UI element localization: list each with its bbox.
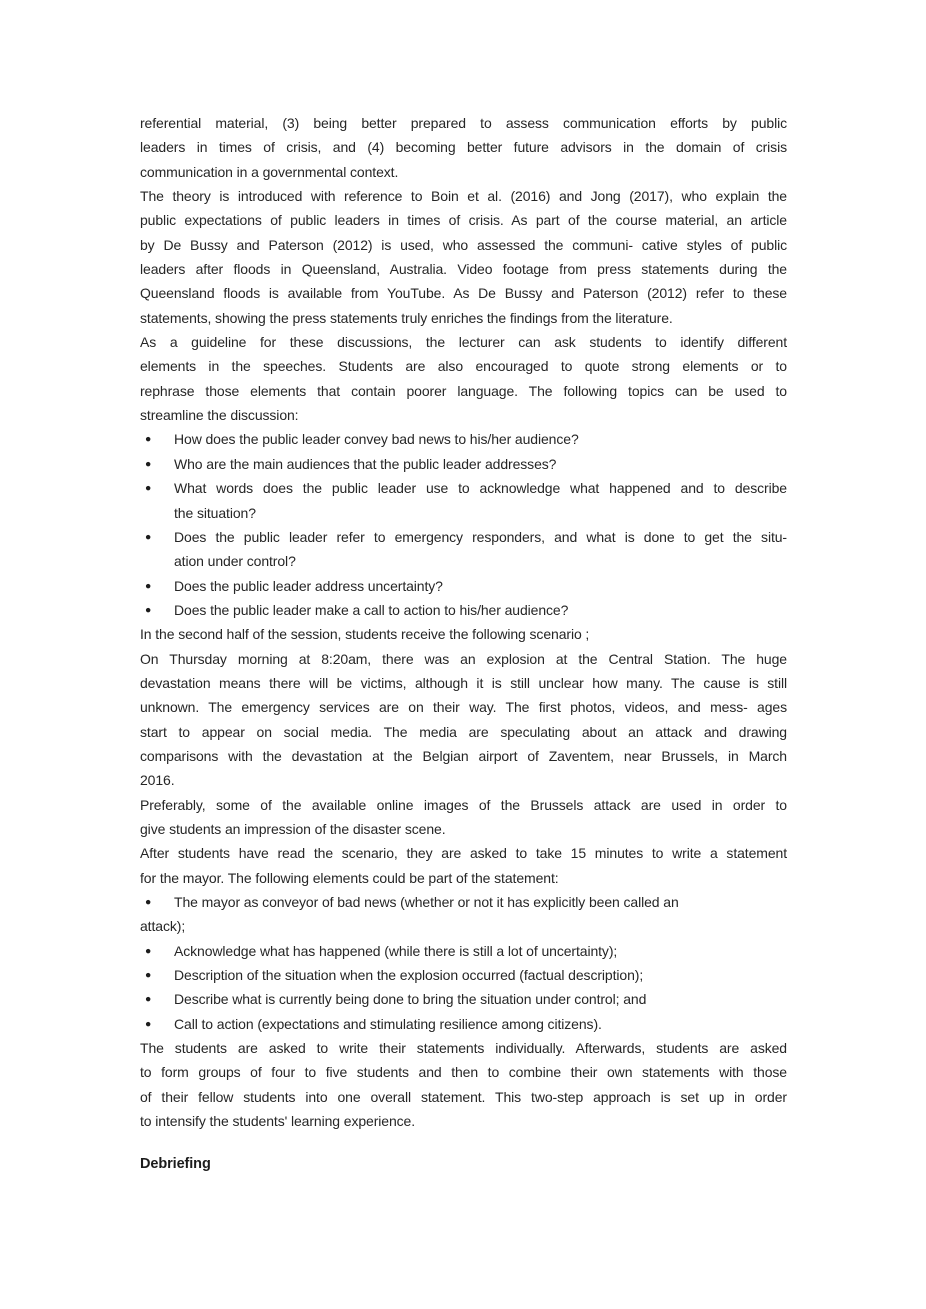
text-line: streamline the discussion:: [140, 407, 299, 424]
bullet-icon: ●: [145, 1017, 152, 1030]
bullet-icon: ●: [145, 482, 152, 495]
bullet-line: ● How does the public leader convey bad news to his/her audience?: [140, 427, 787, 451]
text-line: Preferably, some of the available online images of the Brussels attack are used in order to: [140, 796, 787, 813]
text-line: public expectations of public leaders in times of crisis. As part of the course material, an article: [140, 212, 787, 229]
bullet-line: ● Call to action (expectations and stimulating resilience among citizens).: [140, 1012, 787, 1036]
bullet-icon: ●: [145, 944, 152, 957]
text-line: the situation?: [174, 504, 256, 521]
bullet-line: ● Does the public leader make a call to action to his/her audience?: [140, 598, 787, 622]
text-line: Queensland floods is available from YouTube. As De Bussy and Paterson (2012) refer to these: [140, 285, 787, 302]
text-line: to form groups of four to five students and then to combine their own statements with those: [140, 1064, 787, 1081]
bullet-icon: ●: [145, 530, 152, 543]
text-line: to intensify the students' learning experience.: [140, 1113, 416, 1130]
bullet-line: ● Does the public leader address uncertainty?: [140, 574, 787, 598]
text-line: unknown. The emergency services are on their way. The first photos, videos, and mess- ages: [140, 699, 787, 716]
bullet-line: ● Acknowledge what has happened (while there is still a lot of uncertainty);: [140, 939, 787, 963]
bullet-line: ● Does the public leader refer to emergency responders, and what is done to get the situ-: [140, 525, 787, 549]
bullet-line: ● What words does the public leader use to acknowledge what happened and to describe: [140, 476, 787, 500]
section-heading: Debriefing: [140, 1156, 211, 1173]
text-line: rephrase those elements that contain poorer language. The following topics can be used to: [140, 382, 787, 399]
text-line: leaders in times of crisis, and (4) becoming better future advisors in the domain of crisis: [140, 139, 787, 156]
text-line: give students an impression of the disaster scene.: [140, 820, 446, 837]
body-text: [140, 111, 787, 1133]
bullet-icon: ●: [145, 969, 152, 982]
text-line: comparisons with the devastation at the Belgian airport of Zaventem, near Brussels, in March: [140, 747, 787, 764]
text-line: start to appear on social media. The media are speculating about an attack and drawing: [140, 723, 787, 740]
text-line: by De Bussy and Paterson (2012) is used, who assessed the communi- cative styles of public: [140, 236, 787, 253]
bullet-icon: ●: [145, 457, 152, 470]
section-gap: [140, 1133, 787, 1152]
text-line: leaders after floods in Queensland, Australia. Video footage from press statements during the: [140, 261, 787, 278]
text-line: 2016.: [140, 772, 175, 789]
bullet-icon: ●: [145, 896, 152, 908]
bullet-line: ● The mayor as conveyor of bad news (whether or not it has explicitly been called an: [140, 890, 787, 914]
bullet-icon: ●: [145, 603, 152, 616]
text-line: As a guideline for these discussions, the lecturer can ask students to identify different: [140, 334, 787, 351]
text-line: statements, showing the press statements truly enriches the findings from the literature.: [140, 309, 673, 326]
text-line: On Thursday morning at 8:20am, there was an explosion at the Central Station. The huge: [140, 650, 787, 667]
text-line: elements in the speeches. Students are also encouraged to quote strong elements or to: [140, 358, 787, 375]
text-line: devastation means there will be victims, although it is still unclear how many. The cause is still: [140, 674, 787, 691]
bullet-icon: ●: [145, 579, 152, 592]
bullet-line: ● Who are the main audiences that the public leader addresses?: [140, 452, 787, 476]
text-line: attack);: [140, 918, 186, 935]
text-column: [140, 111, 787, 1177]
bullet-icon: ●: [145, 433, 152, 446]
text-line: In the second half of the session, students receive the following scenario ;: [140, 626, 590, 643]
text-line: referential material, (3) being better prepared to assess communication efforts by public: [140, 115, 787, 131]
bullet-icon: ●: [145, 993, 152, 1006]
bullet-line: ● Describe what is currently being done to bring the situation under control; and: [140, 987, 787, 1011]
text-line: ation under control?: [174, 553, 296, 570]
text-line: communication in a governmental context.: [140, 163, 399, 180]
text-line: of their fellow students into one overall statement. This two-step approach is set up in order: [140, 1088, 787, 1105]
text-line: The theory is introduced with reference to Boin et al. (2016) and Jong (2017), who explain the: [140, 188, 787, 205]
text-line: After students have read the scenario, they are asked to take 15 minutes to write a statement: [140, 845, 787, 862]
text-line: The students are asked to write their statements individually. Afterwards, students are asked: [140, 1040, 787, 1057]
text-line: for the mayor. The following elements could be part of the statement:: [140, 869, 559, 886]
bullet-line: ● Description of the situation when the explosion occurred (factual description);: [140, 963, 787, 987]
